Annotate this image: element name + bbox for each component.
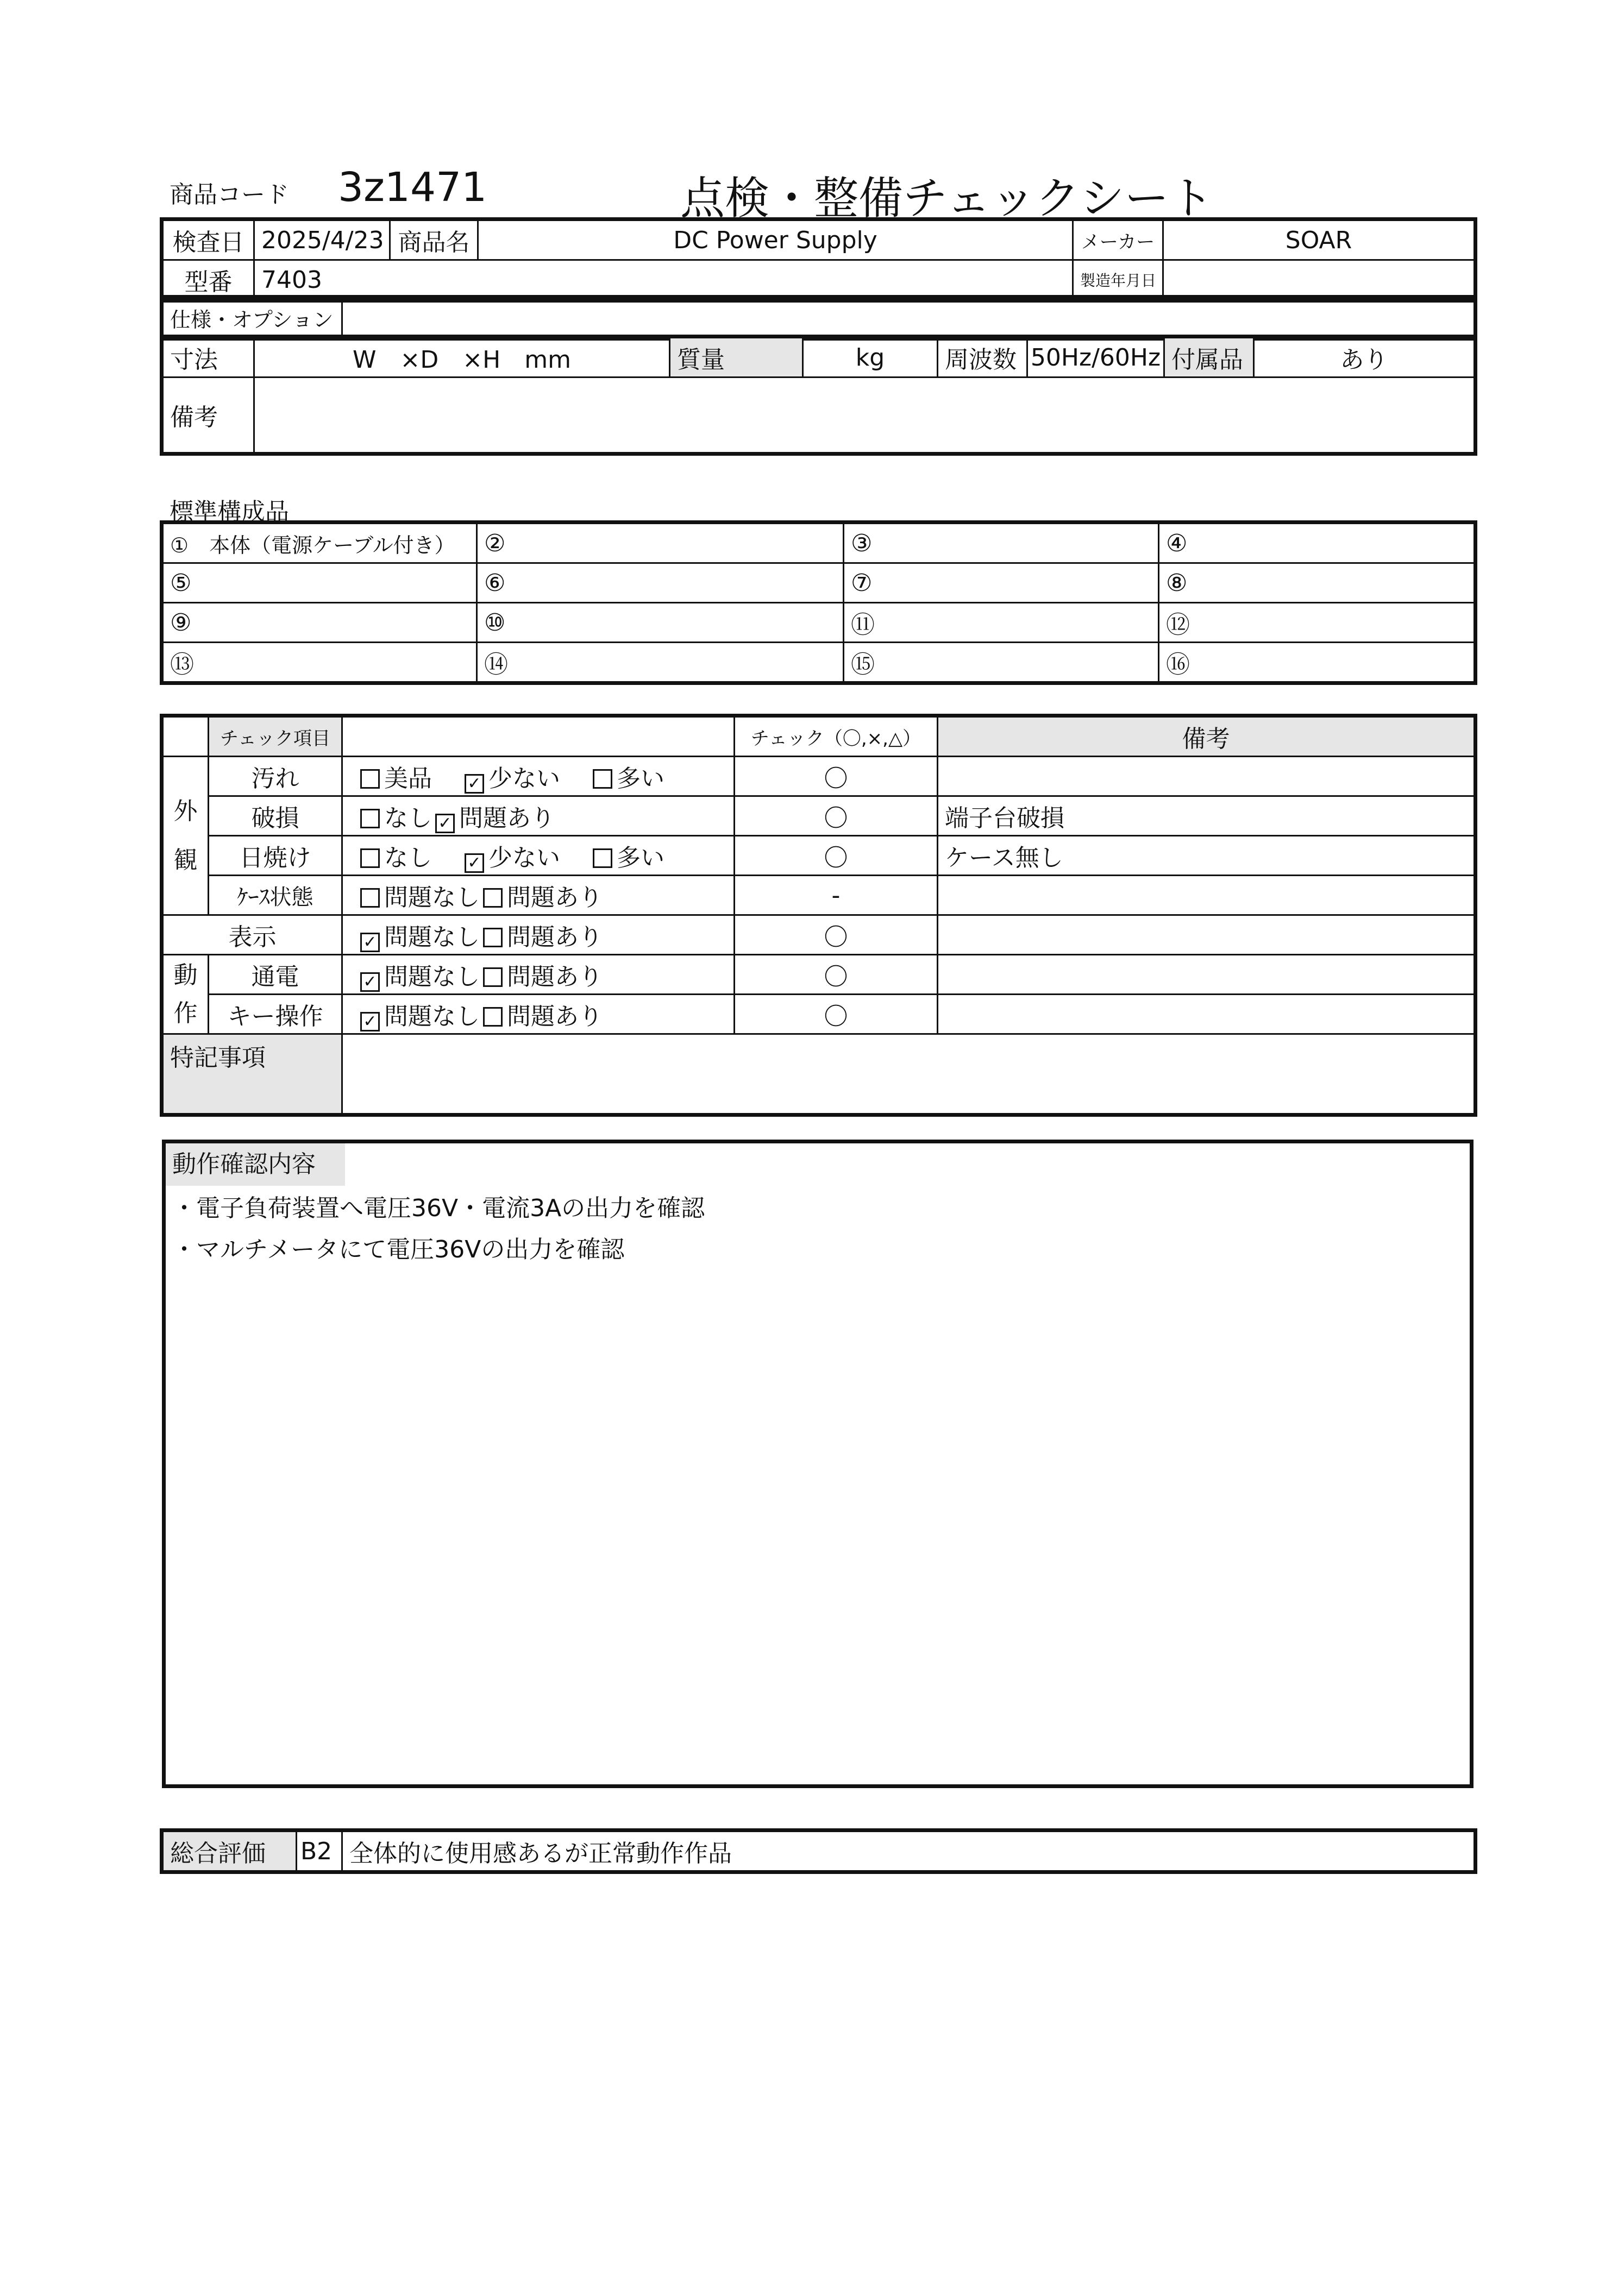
- model-label: 型番: [163, 260, 254, 300]
- check-remarks-header: 備考: [938, 717, 1475, 757]
- component-item: ③: [844, 524, 1159, 563]
- sheet-title: 点検・整備チェックシート: [680, 173, 1214, 224]
- checked-checkbox[interactable]: ✓: [360, 933, 380, 952]
- product-name-label: 商品名: [390, 221, 478, 260]
- check-options: [342, 915, 735, 955]
- component-item: ⑤: [163, 563, 477, 603]
- checked-checkbox[interactable]: ✓: [360, 1012, 380, 1031]
- check-remark: [938, 876, 1475, 915]
- check-item-header: チェック項目: [209, 717, 342, 757]
- checkbox-label: 問題なし: [384, 884, 480, 911]
- mass-unit-text: kg: [855, 343, 885, 372]
- check-remark: [938, 995, 1475, 1034]
- component-item: ⑮: [844, 643, 1159, 682]
- model-value: 7403: [254, 260, 1073, 300]
- check-item-name: 通電: [209, 955, 342, 995]
- check-item-name: 日焼け: [209, 836, 342, 876]
- check-item-name: 表示: [163, 915, 342, 955]
- check-options: [342, 876, 735, 915]
- mfg-date-value: [1163, 260, 1475, 300]
- info-table: [162, 219, 1475, 300]
- check-remark: [938, 757, 1475, 796]
- checked-checkbox[interactable]: ✓: [465, 774, 484, 794]
- check-remark: [938, 955, 1475, 995]
- spec-table: [162, 297, 1475, 338]
- size-label: 寸法: [163, 338, 254, 378]
- product-name-value: DC Power Supply: [478, 221, 1073, 260]
- check-mark: 〇: [735, 757, 938, 796]
- check-mark: 〇: [735, 836, 938, 876]
- check-item-name: ｹｰｽ状態: [209, 876, 342, 915]
- spec-value: [342, 298, 1475, 338]
- checkbox[interactable]: [360, 769, 380, 789]
- evaluation-label: 総合評価: [163, 1832, 297, 1871]
- evaluation-comment: 全体的に使用感あるが正常動作作品: [342, 1832, 1475, 1871]
- component-item: ②: [477, 524, 844, 563]
- size-table: [162, 337, 1475, 454]
- components-title: 標準構成品: [170, 498, 289, 526]
- check-options: [342, 796, 735, 836]
- checkbox[interactable]: [360, 848, 380, 868]
- group-operation-char: 作: [173, 999, 198, 1027]
- checkbox-label: 問題なし: [384, 923, 480, 951]
- check-mark: 〇: [735, 915, 938, 955]
- checkbox-label: 美品: [384, 765, 432, 792]
- remarks-label: 備考: [163, 378, 254, 453]
- check-options: [342, 955, 735, 995]
- mass-label: 質量: [670, 338, 803, 378]
- check-mark: 〇: [735, 955, 938, 995]
- check-options: [342, 836, 735, 876]
- component-item: ⑦: [844, 563, 1159, 603]
- checkbox-label: 問題あり: [507, 923, 603, 951]
- check-remark: ケース無し: [938, 836, 1475, 876]
- remarks-value: [254, 378, 1475, 453]
- accessory-label: 付属品: [1164, 338, 1254, 378]
- check-item-name: 破損: [209, 796, 342, 836]
- mfg-date-label: 製造年月日: [1073, 260, 1163, 300]
- check-mark-header: チェック（〇,×,△）: [735, 717, 938, 757]
- checked-checkbox[interactable]: ✓: [435, 814, 455, 833]
- size-value: W ×D ×H mm: [254, 338, 670, 378]
- checkbox-label: なし: [384, 804, 432, 832]
- check-options: [342, 995, 735, 1034]
- component-item: ⑯: [1159, 643, 1475, 682]
- checkbox-label: 多い: [617, 844, 664, 872]
- maker-value: SOAR: [1163, 221, 1475, 260]
- checkbox[interactable]: [593, 769, 612, 789]
- check-mark: 〇: [735, 995, 938, 1034]
- check-item-name: 汚れ: [209, 757, 342, 796]
- operation-title: 動作確認内容: [166, 1143, 345, 1186]
- operation-line: ・電子負荷装置へ電圧36V・電流3Aの出力を確認: [172, 1194, 705, 1222]
- special-notes-label: 特記事項: [163, 1034, 342, 1114]
- product-code-label: 商品コード: [170, 181, 289, 209]
- product-code-value: 3z1471: [338, 164, 487, 211]
- evaluation-grade: B2: [297, 1832, 342, 1871]
- checkbox-label: 問題あり: [507, 1003, 603, 1030]
- component-item: ⑨: [163, 603, 477, 643]
- checkbox[interactable]: [483, 1007, 503, 1027]
- check-options: [342, 757, 735, 796]
- operation-box: [162, 1140, 1473, 1788]
- checkbox[interactable]: [483, 888, 503, 908]
- maker-label: メーカー: [1073, 221, 1163, 260]
- group-exterior: [163, 757, 209, 915]
- spec-label: 仕様・オプション: [163, 298, 342, 338]
- inspection-date-label: 検査日: [163, 221, 254, 260]
- component-item: ⑪: [844, 603, 1159, 643]
- checkbox-label: 問題あり: [507, 963, 603, 991]
- group-operation-char: 動: [173, 961, 198, 989]
- operation-line: ・マルチメータにて電圧36Vの出力を確認: [172, 1236, 625, 1263]
- operation-lines: [172, 1188, 705, 1270]
- inspection-date-value: 2025/4/23: [254, 221, 390, 260]
- group-exterior-char: 外: [173, 797, 198, 825]
- component-item: ⑭: [477, 643, 844, 682]
- checkbox-label: 少ない: [488, 844, 560, 872]
- checkbox[interactable]: [360, 888, 380, 908]
- checked-checkbox[interactable]: ✓: [465, 853, 484, 873]
- checkbox-label: なし: [384, 844, 432, 872]
- special-notes-value: [342, 1034, 1475, 1114]
- checkbox-label: 問題あり: [507, 884, 603, 911]
- checkbox[interactable]: [593, 848, 612, 868]
- evaluation-table: [162, 1830, 1475, 1872]
- checkbox[interactable]: [360, 809, 380, 828]
- check-remark: 端子台破損: [938, 796, 1475, 836]
- checked-checkbox[interactable]: ✓: [360, 972, 380, 992]
- frequency-label: 周波数: [938, 338, 1027, 378]
- group-operation: [163, 955, 209, 1034]
- component-item: ⑩: [477, 603, 844, 643]
- check-mark: 〇: [735, 796, 938, 836]
- frequency-value: 50Hz/60Hz: [1027, 338, 1164, 378]
- component-item: ⑫: [1159, 603, 1475, 643]
- group-exterior-char: 観: [173, 846, 198, 874]
- checkbox-label: 少ない: [488, 765, 560, 792]
- component-item: ⑬: [163, 643, 477, 682]
- checkbox[interactable]: [483, 928, 503, 947]
- check-table: [162, 716, 1475, 1115]
- check-item-name: キー操作: [209, 995, 342, 1034]
- component-item: ① 本体（電源ケーブル付き）: [163, 524, 477, 563]
- accessory-value: あり: [1254, 338, 1475, 378]
- check-mark: -: [735, 876, 938, 915]
- check-remark: [938, 915, 1475, 955]
- component-item: ⑥: [477, 563, 844, 603]
- checkbox-label: 問題なし: [384, 1003, 480, 1030]
- checkbox-label: 問題あり: [459, 804, 555, 832]
- mass-unit: [803, 338, 938, 378]
- components-table: [162, 523, 1475, 683]
- component-item: ④: [1159, 524, 1475, 563]
- checkbox-label: 問題なし: [384, 963, 480, 991]
- checkbox[interactable]: [483, 967, 503, 987]
- component-item: ⑧: [1159, 563, 1475, 603]
- checkbox-label: 多い: [617, 765, 664, 792]
